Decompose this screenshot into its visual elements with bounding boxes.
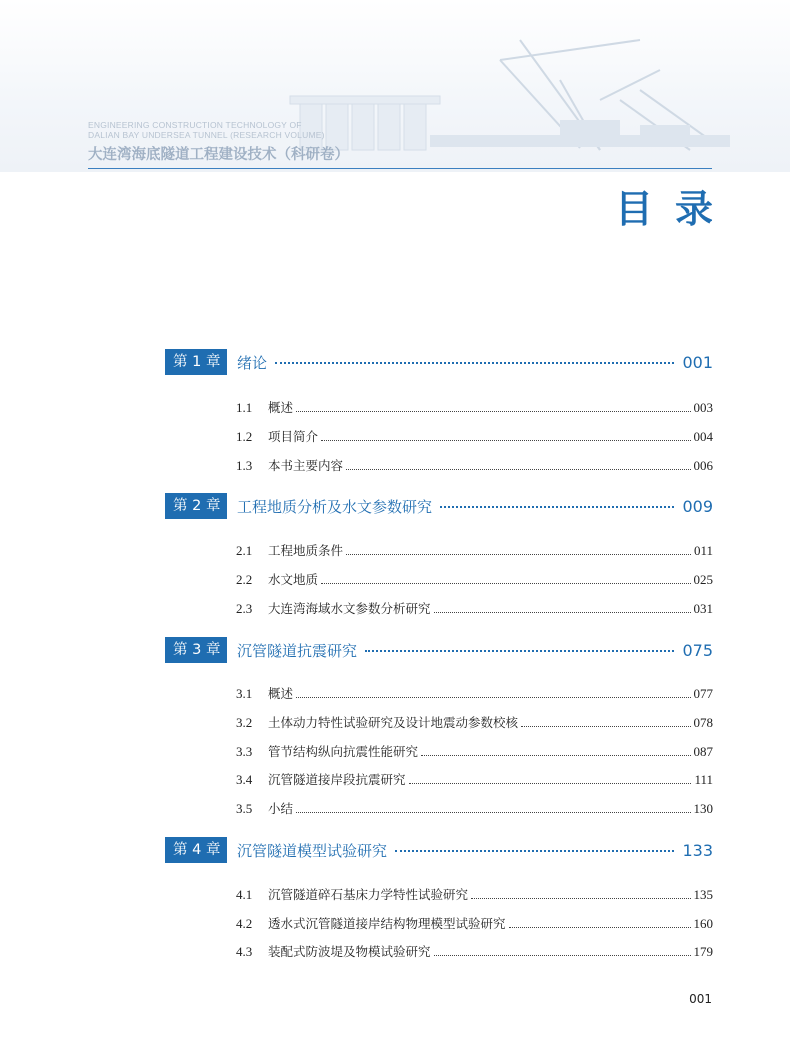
leader-dots [521,726,690,727]
toc-section-4-3[interactable] [236,942,713,960]
section-page: 031 [693,601,713,616]
section-title: 大连湾海域水文参数分析研究 [268,601,431,616]
section-number: 1.3 [236,458,253,473]
header-rule [88,168,712,169]
section-title: 沉管隧道碎石基床力学特性试验研究 [268,887,469,902]
toc-section-3-2[interactable] [236,713,713,731]
section-page: 006 [693,458,713,473]
leader-dots [434,955,691,956]
section-number: 1.2 [236,429,253,444]
leader-dots [275,362,674,364]
section-title: 土体动力特性试验研究及设计地震动参数校核 [268,715,519,730]
toc-section-3-3[interactable] [236,742,713,760]
leader-dots [395,850,674,852]
toc-section-1-1[interactable] [236,398,713,416]
section-number: 4.3 [236,944,253,959]
page-header [0,0,790,175]
english-title-line: ENGINEERING CONSTRUCTION TECHNOLOGY OF [88,120,302,130]
toc-section-3-4[interactable] [236,770,713,788]
leader-dots [365,650,674,652]
toc-section-2-1[interactable] [236,541,713,559]
toc-section-2-3[interactable] [236,599,713,617]
section-page: 004 [693,429,713,444]
toc-section-1-3[interactable] [236,456,713,474]
section-number: 3.5 [236,801,253,816]
section-number: 3.4 [236,772,253,787]
leader-dots [421,755,690,756]
section-page: 135 [693,887,713,902]
section-title: 沉管隧道接岸段抗震研究 [268,772,406,787]
page-number: 001 [689,992,712,1006]
section-number: 2.1 [236,543,253,558]
chapter-badge: 第 1 章 [165,349,227,375]
toc-section-3-5[interactable] [236,799,713,817]
toc-chapter-2[interactable] [165,493,713,519]
section-page: 160 [693,916,713,931]
section-title: 项目简介 [268,429,319,444]
section-title: 小结 [268,801,294,816]
chapter-page: 001 [682,352,713,372]
chapter-page: 075 [682,640,713,660]
chapter-badge: 第 3 章 [165,637,227,663]
section-title: 水文地质 [268,572,319,587]
toc-section-1-2[interactable] [236,427,713,445]
section-number: 3.2 [236,715,253,730]
section-number: 3.1 [236,686,253,701]
section-page: 011 [693,543,713,558]
toc-section-3-1[interactable] [236,684,713,702]
chapter-title: 工程地质分析及水文参数研究 [237,497,433,516]
section-number: 1.1 [236,400,253,415]
leader-dots [434,612,691,613]
leader-dots [321,583,690,584]
chapter-title: 沉管隧道模型试验研究 [237,841,388,860]
toc-section-4-1[interactable] [236,885,713,903]
toc-chapter-4[interactable] [165,837,713,863]
chapter-title: 沉管隧道抗震研究 [237,641,358,660]
section-title: 工程地质条件 [268,543,344,558]
leader-dots [440,506,674,508]
chinese-series-title: 大连湾海底隧道工程建设技术（科研卷） [88,146,349,163]
section-title: 本书主要内容 [268,458,344,473]
section-title: 装配式防波堤及物模试验研究 [268,944,431,959]
section-page: 078 [693,715,713,730]
chapter-badge: 第 4 章 [165,837,227,863]
chapter-page: 009 [682,496,713,516]
toc-section-4-2[interactable] [236,914,713,932]
section-number: 2.2 [236,572,253,587]
leader-dots [346,469,690,470]
section-title: 透水式沉管隧道接岸结构物理模型试验研究 [268,916,506,931]
chapter-page: 133 [682,840,713,860]
section-number: 4.2 [236,916,253,931]
leader-dots [346,554,691,555]
section-page: 025 [693,572,713,587]
section-number: 3.3 [236,744,253,759]
chapter-title: 绪论 [237,353,268,372]
section-page: 179 [693,944,713,959]
leader-dots [296,812,690,813]
section-page: 003 [693,400,713,415]
leader-dots [296,697,690,698]
page-title: 目录 [614,187,735,231]
toc-chapter-3[interactable] [165,637,713,663]
english-title-line: DALIAN BAY UNDERSEA TUNNEL (RESEARCH VOLUME) [88,130,325,140]
chapter-badge: 第 2 章 [165,493,227,519]
section-number: 4.1 [236,887,253,902]
leader-dots [509,927,691,928]
english-series-title [88,120,325,140]
toc-chapter-1[interactable] [165,349,713,375]
section-title: 概述 [268,400,294,415]
leader-dots [321,440,690,441]
leader-dots [471,898,690,899]
section-page: 087 [693,744,713,759]
leader-dots [409,783,692,784]
toc-section-2-2[interactable] [236,570,713,588]
section-number: 2.3 [236,601,253,616]
section-page: 130 [693,801,713,816]
section-page: 077 [693,686,713,701]
section-title: 管节结构纵向抗震性能研究 [268,744,419,759]
section-page: 111 [694,772,713,787]
section-title: 概述 [268,686,294,701]
leader-dots [296,411,690,412]
